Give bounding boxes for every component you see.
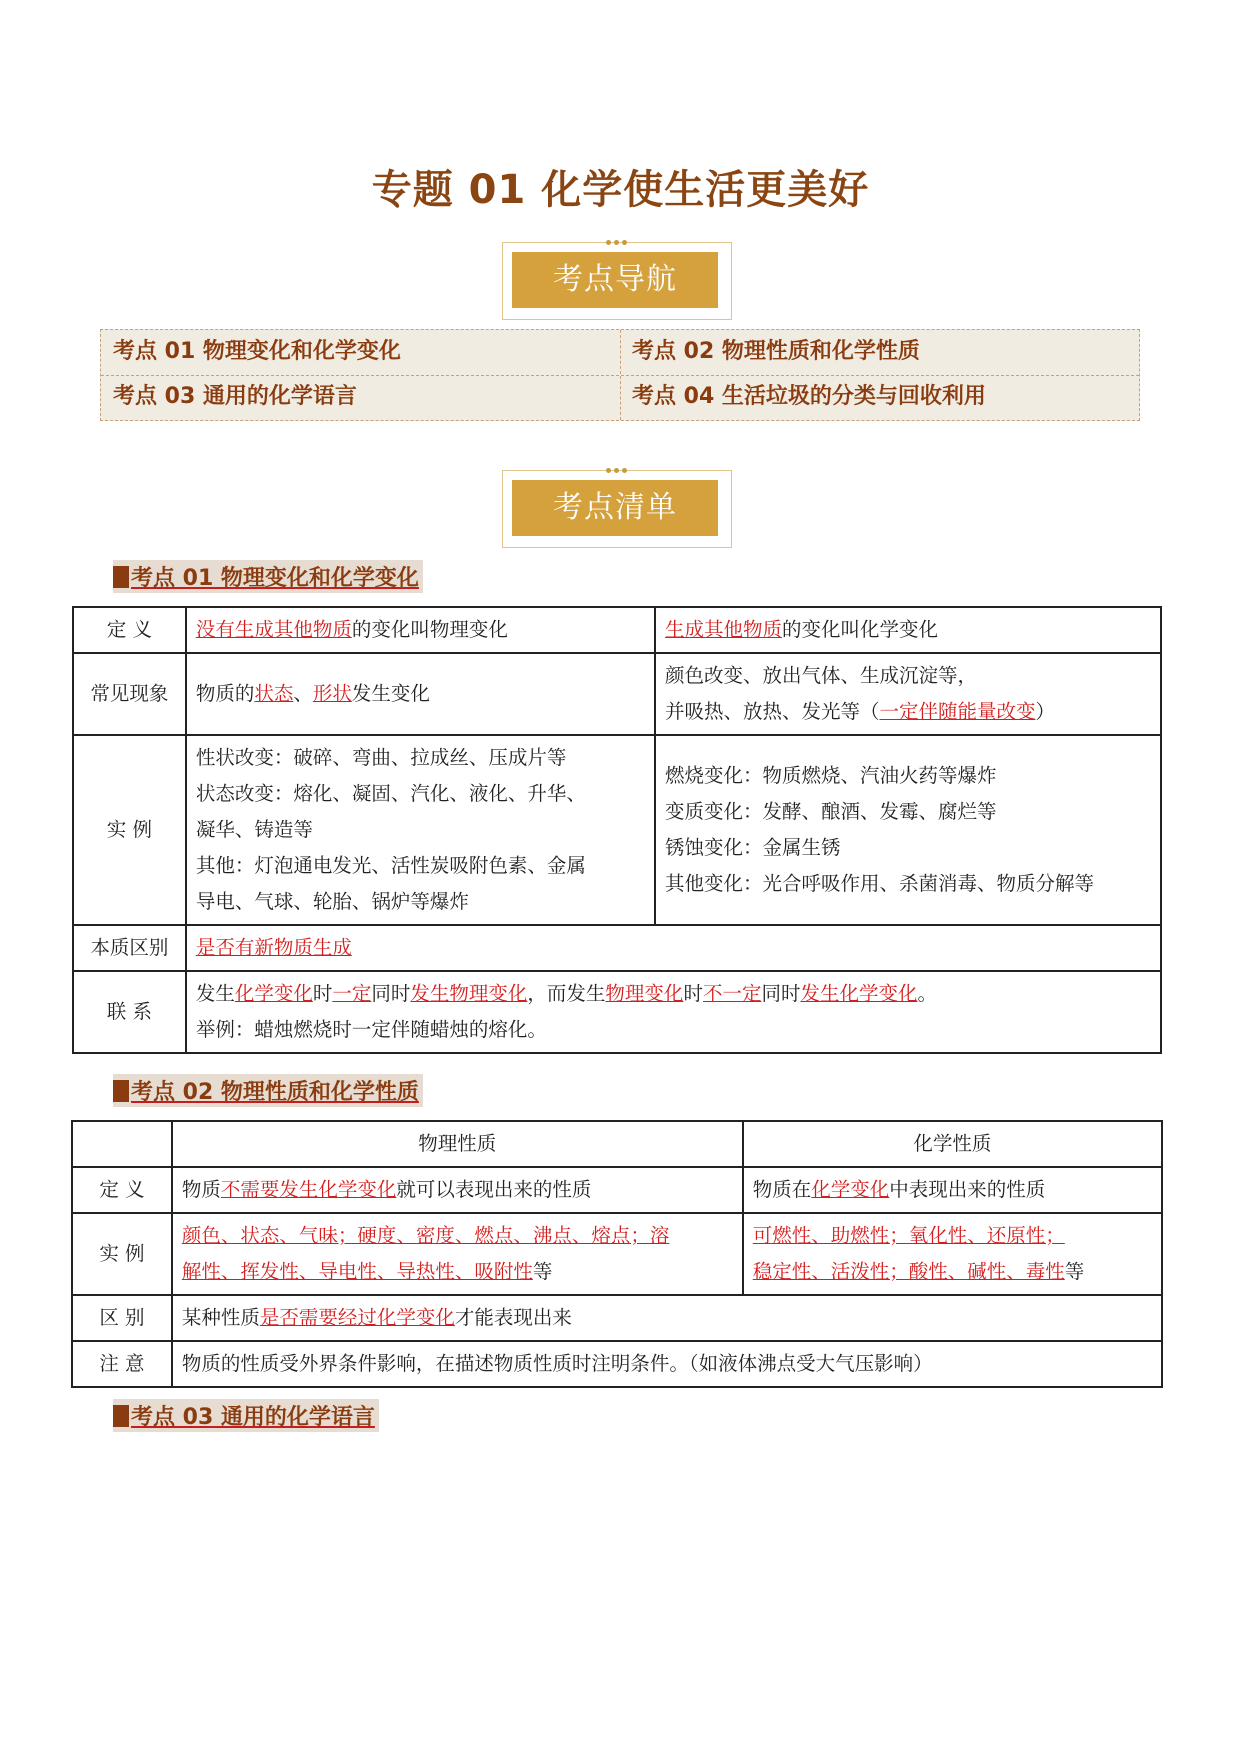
page-title: 专题 01 化学使生活更美好 (371, 167, 870, 213)
nav-item-02[interactable]: 考点 02 物理性质和化学性质 (632, 339, 920, 364)
topic-nav (100, 329, 1140, 421)
table-physical-chemical-change (72, 606, 1162, 1054)
square-icon (113, 566, 129, 588)
table-cell: 物质的性质受外界条件影响，在描述物质性质时注明条件。（如液体沸点受大气压影响） (172, 1341, 1162, 1387)
table-cell: 没有生成其他物质的变化叫物理变化 (186, 607, 655, 653)
table-cell: 联 系 (73, 971, 186, 1053)
table-row (72, 1121, 1162, 1167)
table-row (73, 653, 1161, 735)
table-cell: 颜色改变、放出气体、生成沉淀等， 并吸热、放热、发光等（一定伴随能量改变） (655, 653, 1161, 735)
table-cell: 物质在化学变化中表现出来的性质 (743, 1167, 1162, 1213)
dots-icon (606, 458, 630, 466)
table-cell: 常见现象 (73, 653, 186, 735)
table-cell: 定 义 (73, 607, 186, 653)
table-cell: 可燃性、助燃性；氧化性、还原性； 稳定性、活泼性；酸性、碱性、毒性等 (743, 1213, 1162, 1295)
table-row (72, 1341, 1162, 1387)
table-cell: 区 别 (72, 1295, 172, 1341)
table-cell: 发生化学变化时一定同时发生物理变化，而发生物理变化时不一定同时发生化学变化。 举例：蜡烛燃烧时一定伴随蜡烛的熔化。 (186, 971, 1161, 1053)
table-row (73, 925, 1161, 971)
table-cell: 生成其他物质的变化叫化学变化 (655, 607, 1161, 653)
table-cell: 某种性质是否需要经过化学变化才能表现出来 (172, 1295, 1162, 1341)
table-cell: 实 例 (72, 1213, 172, 1295)
square-icon (113, 1405, 129, 1427)
table-cell (72, 1121, 172, 1167)
table-row (72, 1295, 1162, 1341)
table-cell: 定 义 (72, 1167, 172, 1213)
table-cell: 物质的状态、形状发生变化 (186, 653, 655, 735)
table-cell: 本质区别 (73, 925, 186, 971)
table-cell: 是否有新物质生成 (186, 925, 1161, 971)
dots-icon (606, 230, 630, 238)
table-row (72, 1213, 1162, 1295)
nav-badge: 考点导航 (502, 232, 736, 320)
table-cell: 物理性质 (172, 1121, 743, 1167)
table-cell: 燃烧变化：物质燃烧、汽油火药等爆炸 变质变化：发酵、酿酒、发霉、腐烂等 锈蚀变化：金属生锈 其他变化：光合呼吸作用、杀菌消毒、物质分解等 (655, 735, 1161, 925)
nav-item-04[interactable]: 考点 04 生活垃圾的分类与回收利用 (632, 384, 986, 409)
section-heading-02: 考点 02 物理性质和化学性质 (113, 1074, 423, 1107)
table-cell: 性状改变：破碎、弯曲、拉成丝、压成片等 状态改变：熔化、凝固、汽化、液化、升华、 凝华、铸造等 其他：灯泡通电发光、活性炭吸附色素、金属 导电、气球、轮胎、锅炉等爆炸 (186, 735, 655, 925)
table-physical-chemical-property (71, 1120, 1163, 1388)
table-cell: 注 意 (72, 1341, 172, 1387)
square-icon (113, 1080, 129, 1102)
table-row (73, 607, 1161, 653)
table-row (73, 971, 1161, 1053)
table-cell: 物质不需要发生化学变化就可以表现出来的性质 (172, 1167, 743, 1213)
table-cell: 实 例 (73, 735, 186, 925)
table-cell: 颜色、状态、气味；硬度、密度、燃点、沸点、熔点；溶 解性、挥发性、导电性、导热性、吸附性等 (172, 1213, 743, 1295)
section-heading-01: 考点 01 物理变化和化学变化 (113, 560, 423, 593)
table-cell: 化学性质 (743, 1121, 1162, 1167)
nav-item-01[interactable]: 考点 01 物理变化和化学变化 (113, 339, 401, 364)
nav-item-03[interactable]: 考点 03 通用的化学语言 (113, 384, 357, 409)
table-row (73, 735, 1161, 925)
section-heading-03: 考点 03 通用的化学语言 (113, 1399, 379, 1432)
list-badge: 考点清单 (502, 460, 736, 548)
table-row (72, 1167, 1162, 1213)
